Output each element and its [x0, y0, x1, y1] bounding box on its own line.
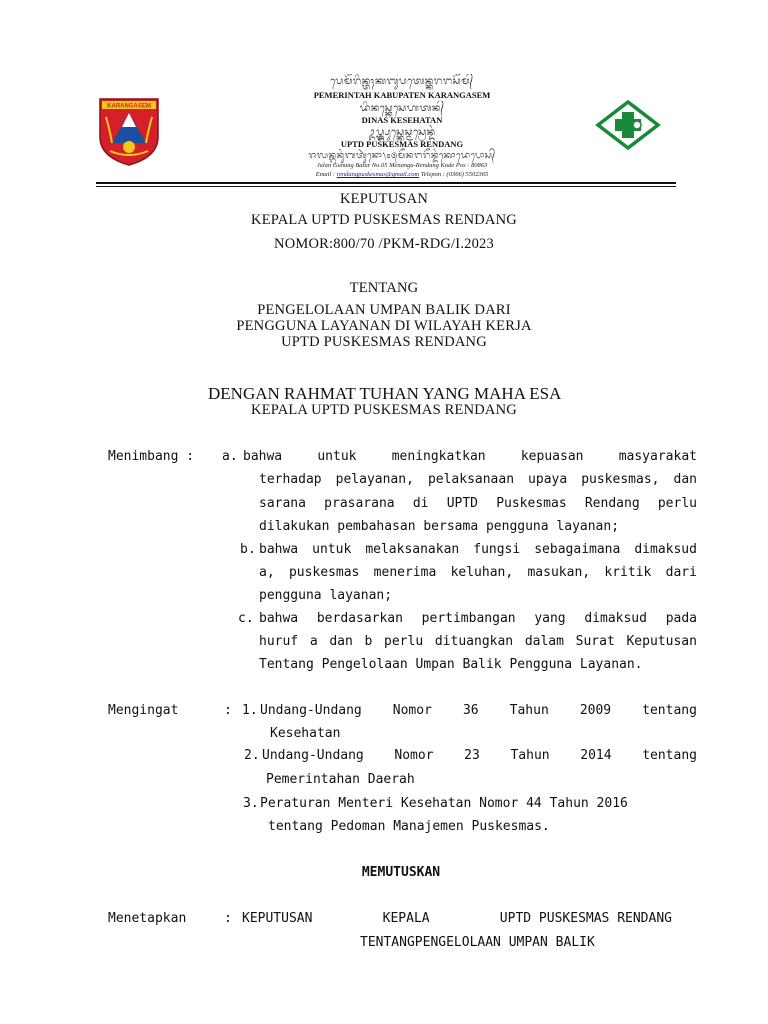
word: dimaksud [584, 611, 647, 626]
menimbang-c-line-1 [259, 611, 697, 626]
word: masyarakat [618, 449, 697, 464]
menimbang-a-line-4: dilakukan pembahasan bersama pengguna layanan; [259, 519, 620, 534]
word: meningkatkan [391, 449, 486, 464]
letterhead-department-name: DINAS KESEHATAN [361, 115, 443, 125]
subject-line-1: PENGELOLAAN UMPAN BALIK DARI [257, 302, 511, 318]
letterhead-divider-thin [96, 186, 676, 187]
email-link[interactable]: rendangpuskesmas@gmail.com [336, 171, 420, 178]
word: Tahun [510, 748, 550, 763]
mengingat-3-marker: 3. [243, 796, 259, 811]
letterhead-puskesmas-name: UPTD PUSKESMAS RENDANG [340, 139, 464, 149]
letterhead-address: Jalan Gunung Batur No.05 Menanga-Rendang Kode Pos : 80863 [316, 162, 488, 169]
word: 2009 [579, 703, 612, 718]
word: Nomor [392, 703, 432, 718]
word: dituangkan [434, 634, 514, 649]
word: Undang-Undang [260, 703, 362, 718]
word: bahwa [259, 542, 299, 557]
word: sarana [259, 496, 306, 511]
word: 23 [464, 748, 480, 763]
letterhead-government-name: PEMERINTAH KABUPATEN KARANGASEM [313, 90, 491, 100]
menimbang-b-marker: b. [240, 542, 256, 557]
mengingat-2-line-2: Pemerintahan Daerah [266, 772, 415, 787]
word: KEPUTUSAN [242, 911, 313, 926]
menimbang-a-marker: a. [222, 449, 238, 464]
menimbang-b-line-3: pengguna layanan; [259, 588, 393, 603]
decree-number: NOMOR:800/70 /PKM-RDG/I.2023 [274, 236, 494, 252]
word: untuk [312, 542, 352, 557]
phone-text: Telepon : (0366) 5502365 [420, 171, 489, 178]
mengingat-label: Mengingat [108, 703, 179, 718]
word: pada [665, 611, 697, 626]
word: Keputusan [626, 634, 697, 649]
word: melaksanakan [365, 542, 460, 557]
menimbang-b-line-1 [259, 542, 697, 557]
mengingat-1-line-2: Kesehatan [270, 726, 341, 741]
word: upaya [528, 472, 568, 487]
decree-issuer: KEPALA UPTD PUSKESMAS RENDANG [251, 212, 517, 228]
word: UPTD PUSKESMAS RENDANG [499, 911, 672, 926]
menetapkan-colon: : [224, 911, 232, 926]
word: menerima [373, 565, 437, 580]
word: tentang [642, 703, 697, 718]
word: dan [673, 472, 697, 487]
word: Surat [575, 634, 615, 649]
decree-title: KEPUTUSAN [340, 191, 428, 207]
word: Tahun [509, 703, 549, 718]
word: puskesmas [288, 565, 360, 580]
menimbang-label: Menimbang : [108, 449, 195, 464]
subject-line-2: PENGGUNA LAYANAN DI WILAYAH KERJA [236, 318, 532, 334]
word: tentang [642, 748, 697, 763]
menimbang-a-line-1 [243, 449, 697, 464]
letterhead-balinese-line-1: ᬧᬾᬫᭂᬭᬶᬦ᭄ᬢᬄᬓᬩᬸᬧᬢᬾᬦ᭄ᬓᬭᬗᬲᭂᬫ᭄ [330, 76, 474, 87]
letterhead-balinese-line-4: ᬚᬮᬦ᭄ᬕᬸᬦᬸᬂᬩᬢᬸᬃᬦᭀ᭞᭐᭕ᬫᭂᬦᬗᬭᭂᬦ᭄ᬤᬂᬓᭀᬤᬾᬧᭀᬲ᭄ [308, 151, 496, 161]
menimbang-b-line-2 [259, 565, 697, 580]
word: prasarana [324, 496, 395, 511]
menimbang-c-line-2 [259, 634, 697, 649]
menimbang-a-line-2 [259, 472, 697, 487]
word: 36 [462, 703, 479, 718]
word: bahwa [259, 611, 299, 626]
subject-line-3: UPTD PUSKESMAS RENDANG [281, 334, 487, 350]
menetapkan-line-1 [242, 911, 672, 926]
mengingat-2-line-1 [262, 748, 697, 763]
letterhead-balinese-line-3: ᬉᬧ᭄ᬢ᭄ᬤ᭄ᬧᬸᬲ᭄ᬓᬾᬲ᭄ᬫᬲ᭄ᬭᬾᬦ᭄ᬤᬂ [368, 127, 436, 138]
letterhead-contact [200, 171, 604, 178]
word: dari [665, 565, 697, 580]
word: a, [259, 565, 275, 580]
word: UPTD [446, 496, 478, 511]
email-label: Email : [315, 171, 336, 178]
mengingat-2-marker: 2. [244, 748, 260, 763]
mengingat-3-line-1: Peraturan Menteri Kesehatan Nomor 44 Tahun 2016 [260, 796, 628, 811]
menetapkan-label: Menetapkan [108, 911, 187, 926]
word: bahwa [243, 449, 283, 464]
menimbang-a-line-3 [259, 496, 697, 511]
word: Puskesmas [496, 496, 567, 511]
word: sebagaimana [534, 542, 621, 557]
kepala-heading: KEPALA UPTD PUSKESMAS RENDANG [251, 402, 517, 418]
word: dalam [524, 634, 564, 649]
word: dan [329, 634, 353, 649]
word: keluhan, [450, 565, 514, 580]
menetapkan-line-2: TENTANGPENGELOLAAN UMPAN BALIK [360, 935, 595, 950]
word: Undang-Undang [262, 748, 364, 763]
word: terhadap [259, 472, 322, 487]
word: dimaksud [634, 542, 697, 557]
word: Rendang [584, 496, 640, 511]
word: KEPALA [382, 911, 430, 926]
mengingat-1-marker: 1. [242, 703, 258, 718]
word: untuk [317, 449, 357, 464]
tentang-heading: TENTANG [349, 280, 419, 296]
word: Nomor [394, 748, 434, 763]
puskesmas-logo [595, 100, 661, 150]
menimbang-c-line-3: Tentang Pengelolaan Umpan Balik Pengguna Layanan. [259, 657, 643, 672]
rahmat-heading: DENGAN RAHMAT TUHAN YANG MAHA ESA [208, 384, 562, 403]
word: pelayanan, [335, 472, 414, 487]
word: yang [534, 611, 566, 626]
word: kepuasan [520, 449, 584, 464]
mengingat-1-line-1 [260, 703, 697, 718]
mengingat-3-line-2: tentang Pedoman Manajemen Puskesmas. [268, 819, 550, 834]
word: huruf [259, 634, 299, 649]
letterhead-divider-thick [96, 182, 676, 184]
mengingat-colon: : [224, 703, 232, 718]
word: a [309, 634, 318, 649]
letterhead-balinese-line-2: ᬤᬶᬦᬲ᭄ᬓᬾᬲᬾᬳᬢᬦ᭄ [359, 103, 445, 114]
word: masukan, [527, 565, 591, 580]
word: pelaksanaan [427, 472, 515, 487]
logo-karangasem-text: KARANGASEM [107, 103, 151, 110]
memutuskan-heading: MEMUTUSKAN [361, 865, 441, 880]
word: kritik [604, 565, 652, 580]
word: di [412, 496, 429, 511]
word: puskesmas, [581, 472, 660, 487]
word: fungsi [473, 542, 521, 557]
word: pertimbangan [421, 611, 516, 626]
word: 2014 [580, 748, 612, 763]
word: berdasarkan [316, 611, 403, 626]
menimbang-c-marker: c. [238, 611, 254, 626]
word: perlu [657, 496, 697, 511]
word: b [364, 634, 373, 649]
karangasem-regency-logo [98, 97, 160, 167]
word: perlu [384, 634, 424, 649]
